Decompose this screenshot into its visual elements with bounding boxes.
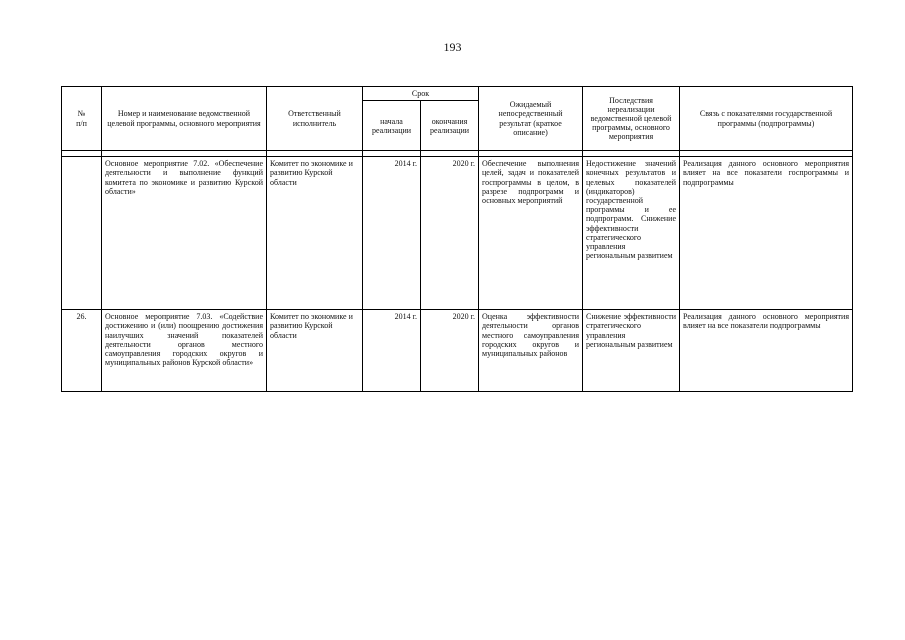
row-consequences: Недостижение значений конечных результатов и целевых показателей (индикаторов) государственной программы и ее подпрограмм. Снижение эффективности стратегического управления региональным развитием <box>583 157 680 310</box>
row-start: 2014 г. <box>363 157 421 310</box>
row-link: Реализация данного основного мероприятия влияет на все показатели госпрограммы и подпрограммы <box>680 157 853 310</box>
row-executor: Комитет по экономике и развитию Курской области <box>267 310 363 392</box>
header-end: окончания реализации <box>421 101 479 151</box>
header-program-name: Номер и наименование ведомственной целевой программы, основного мероприятия <box>102 87 267 151</box>
header-consequences: Последствия нереализации ведомственной целевой программы, основного мероприятия <box>583 87 680 151</box>
row-result: Оценка эффективности деятельности органов местного самоуправления городских округов и муниципальных районов <box>479 310 583 392</box>
row-name: Основное мероприятие 7.02. «Обеспечение деятельности и выполнение функций комитета по экономике и развитию Курской области» <box>102 157 267 310</box>
row-consequences: Снижение эффективности стратегического управления региональным развитием <box>583 310 680 392</box>
table-row <box>62 310 853 392</box>
row-end: 2020 г. <box>421 157 479 310</box>
header-executor: Ответственный исполнитель <box>267 87 363 151</box>
row-end: 2020 г. <box>421 310 479 392</box>
row-start: 2014 г. <box>363 310 421 392</box>
program-table <box>61 86 853 392</box>
header-start: начала реализации <box>363 101 421 151</box>
row-number: 26. <box>62 310 102 392</box>
header-expected-result: Ожидаемый непосредственный результат (краткое описание) <box>479 87 583 151</box>
row-result: Обеспечение выполнения целей, задач и показателей госпрограммы в целом, в разрезе подпрограмм и основных мероприятий <box>479 157 583 310</box>
header-number: № п/п <box>62 87 102 151</box>
row-number <box>62 157 102 310</box>
table-row <box>62 157 853 310</box>
header-link: Связь с показателями государственной программы (подпрограммы) <box>680 87 853 151</box>
row-name: Основное мероприятие 7.03. «Содействие достижению и (или) поощрению достижения наилучших значений показателей деятельности органов местного самоуправления городских округов и муниципальных районов Курской области» <box>102 310 267 392</box>
row-link: Реализация данного основного мероприятия влияет на все показатели подпрограммы <box>680 310 853 392</box>
header-term: Срок <box>363 87 479 101</box>
row-executor: Комитет по экономике и развитию Курской области <box>267 157 363 310</box>
page-number: 193 <box>443 40 462 54</box>
